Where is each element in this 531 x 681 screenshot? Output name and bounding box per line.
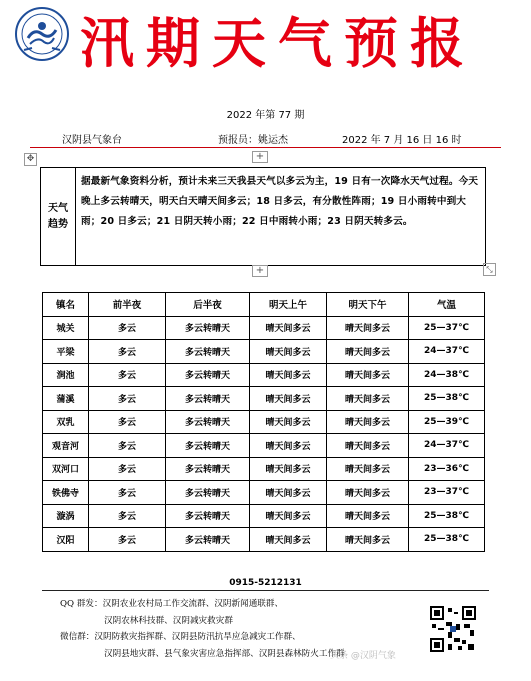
town-cell: 双乳 [43, 410, 89, 434]
weather-cell: 晴天间多云 [327, 434, 409, 458]
trend-label-line2: 趋势 [48, 218, 68, 230]
station-name: 汉阴县气象台 [62, 135, 122, 146]
town-cell: 漩涡 [43, 504, 89, 528]
weather-cell: 多云转晴天 [166, 316, 250, 340]
header-late-night: 后半夜 [166, 293, 250, 317]
weather-cell: 晴天间多云 [250, 410, 327, 434]
weather-cell: 晴天间多云 [327, 481, 409, 505]
town-cell: 铁佛寺 [43, 481, 89, 505]
temperature-cell: 24—37℃ [409, 340, 485, 364]
header-town: 镇名 [43, 293, 89, 317]
forecaster: 预报员：姚运杰 [218, 135, 288, 146]
weather-cell: 多云 [89, 387, 166, 411]
table-row [43, 387, 485, 411]
qq-groups-line2: 汉阴农林科技群、汉阴减灾救灾群 [104, 615, 233, 626]
town-cell: 汉阳 [43, 528, 89, 552]
weather-trend-box [40, 167, 486, 266]
table-row [43, 316, 485, 340]
page-title: 汛期天气预报 [80, 11, 476, 75]
weather-cell: 晴天间多云 [250, 387, 327, 411]
issue-number: 2022 年第 77 期 [226, 110, 305, 121]
weather-cell: 多云 [89, 316, 166, 340]
weather-cell: 晴天间多云 [327, 340, 409, 364]
temperature-cell: 25—38℃ [409, 528, 485, 552]
weather-cell: 多云转晴天 [166, 434, 250, 458]
qr-code-icon [428, 604, 478, 654]
qq-groups-line1: QQ 群发：汉阴农业农村局工作交流群、汉阴新闻通联群、 [60, 599, 284, 609]
temperature-cell: 25—38℃ [409, 504, 485, 528]
header-tomorrow-morning: 明天上午 [250, 293, 327, 317]
weather-cell: 多云转晴天 [166, 340, 250, 364]
header-early-night: 前半夜 [89, 293, 166, 317]
weather-cell: 晴天间多云 [250, 316, 327, 340]
wechat-groups-line2: 汉阴县地灾群、县气象灾害应急指挥部、汉阴县森林防火工作群 [104, 648, 345, 659]
temperature-cell: 25—38℃ [409, 387, 485, 411]
weather-cell: 晴天间多云 [250, 363, 327, 387]
header-tomorrow-afternoon: 明天下午 [327, 293, 409, 317]
table-row [43, 528, 485, 552]
weather-cell: 多云转晴天 [166, 410, 250, 434]
temperature-cell: 25—39℃ [409, 410, 485, 434]
table-row [43, 434, 485, 458]
header-temperature: 气温 [409, 293, 485, 317]
logo-icon [14, 6, 70, 62]
weather-cell: 多云 [89, 340, 166, 364]
issue-time: 2022 年 7 月 16 日 16 时 [342, 135, 462, 146]
wechat-groups-line1: 微信群：汉阴防救灾指挥群、汉阴县防汛抗旱应急减灾工作群、 [60, 632, 301, 642]
weather-cell: 多云 [89, 434, 166, 458]
table-row [43, 363, 485, 387]
temperature-cell: 23—36℃ [409, 457, 485, 481]
town-cell: 双河口 [43, 457, 89, 481]
weather-cell: 晴天间多云 [250, 528, 327, 552]
weather-cell: 多云 [89, 504, 166, 528]
weather-cell: 晴天间多云 [250, 504, 327, 528]
trend-label [41, 168, 76, 265]
town-cell: 观音河 [43, 434, 89, 458]
weather-cell: 晴天间多云 [250, 457, 327, 481]
weather-cell: 晴天间多云 [327, 363, 409, 387]
weather-cell: 多云 [89, 457, 166, 481]
town-cell: 蒲溪 [43, 387, 89, 411]
weather-cell: 多云 [89, 363, 166, 387]
trend-text: 据最新气象资料分析，预计未来三天我县天气以多云为主，19 日有一次降水天气过程。今天晚上多云转晴天，明天白天晴天间多云；18 日多云，有分散性阵雨；19 日小雨转中到大雨；20 日多云；21 日阴天转小雨；22 日中雨转小雨；23 日阴天转多云。 [81, 176, 479, 227]
temperature-cell: 24—38℃ [409, 363, 485, 387]
trend-label-line1: 天气 [48, 202, 68, 214]
weather-cell: 多云 [89, 528, 166, 552]
weather-cell: 晴天间多云 [250, 340, 327, 364]
resize-handle-icon[interactable]: ⤡ [483, 263, 496, 276]
weather-cell: 晴天间多云 [327, 457, 409, 481]
header-divider [30, 147, 501, 148]
weather-cell: 多云转晴天 [166, 363, 250, 387]
table-header-row [43, 293, 485, 317]
town-cell: 平梁 [43, 340, 89, 364]
weather-cell: 晴天间多云 [327, 316, 409, 340]
weather-cell: 多云转晴天 [166, 504, 250, 528]
move-handle-icon[interactable]: ✥ [24, 153, 37, 166]
weather-cell: 晴天间多云 [327, 387, 409, 411]
table-row [43, 457, 485, 481]
table-row [43, 481, 485, 505]
weather-cell: 多云转晴天 [166, 457, 250, 481]
town-cell: 涧池 [43, 363, 89, 387]
weather-cell: 晴天间多云 [250, 434, 327, 458]
weather-cell: 多云转晴天 [166, 481, 250, 505]
watermark: 头条 @汉阴气象 [330, 651, 396, 661]
temperature-cell: 25—37℃ [409, 316, 485, 340]
temperature-cell: 23—37℃ [409, 481, 485, 505]
weather-cell: 晴天间多云 [327, 528, 409, 552]
weather-cell: 晴天间多云 [250, 481, 327, 505]
forecast-table [42, 292, 485, 552]
table-row [43, 340, 485, 364]
table-row [43, 410, 485, 434]
weather-cell: 多云 [89, 410, 166, 434]
temperature-cell: 24—37℃ [409, 434, 485, 458]
add-row-icon[interactable]: + [252, 265, 268, 277]
town-cell: 城关 [43, 316, 89, 340]
weather-cell: 多云 [89, 481, 166, 505]
weather-cell: 多云转晴天 [166, 528, 250, 552]
weather-cell: 多云转晴天 [166, 387, 250, 411]
weather-cell: 晴天间多云 [327, 504, 409, 528]
add-row-icon[interactable]: + [252, 151, 268, 163]
table-row [43, 504, 485, 528]
contact-phone: 0915-5212131 [229, 578, 302, 588]
footer-divider [42, 590, 489, 591]
weather-cell: 晴天间多云 [327, 410, 409, 434]
